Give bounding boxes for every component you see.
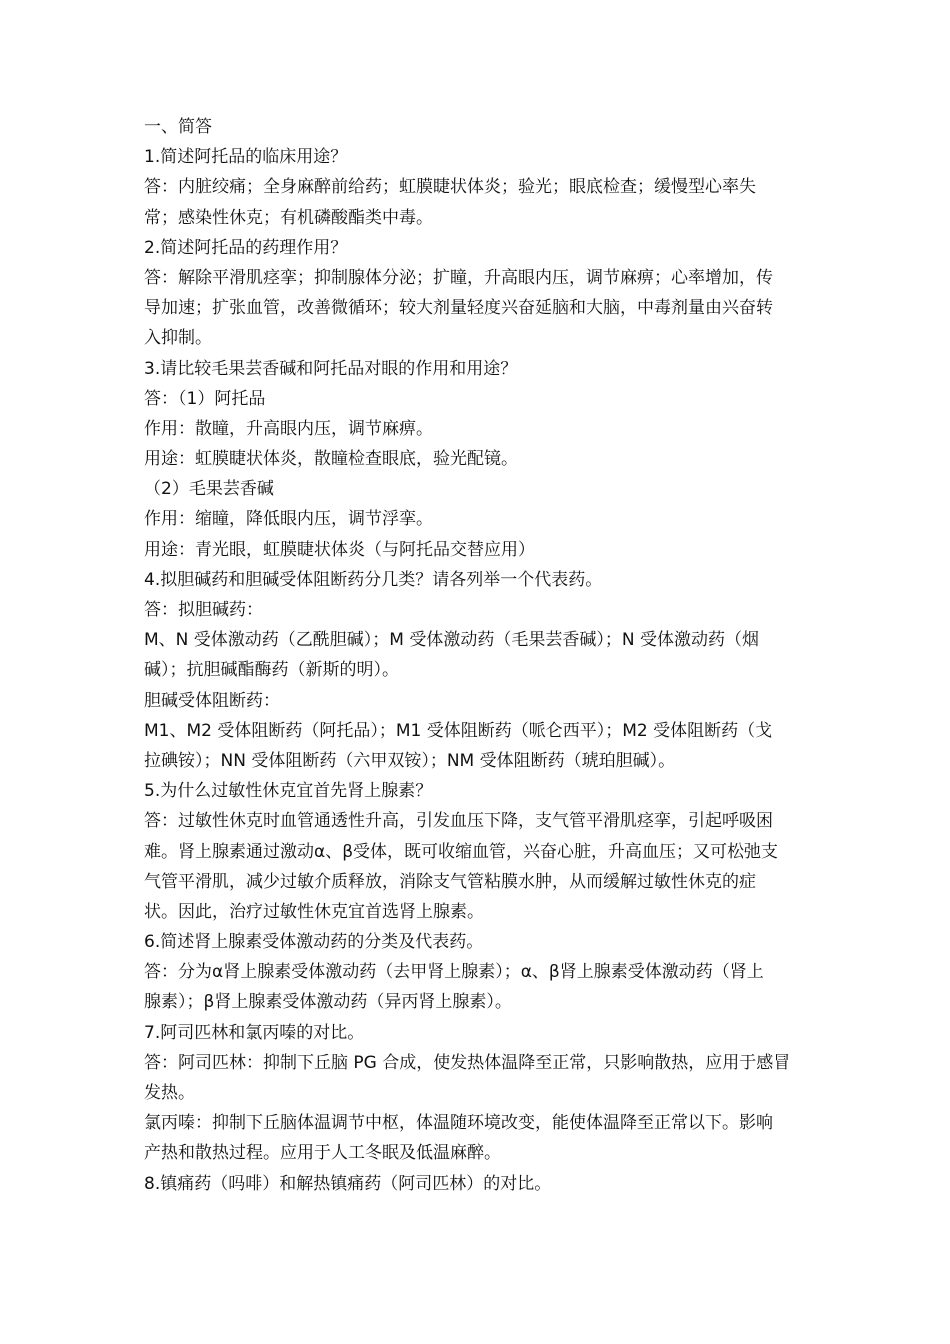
answer-line: 难。肾上腺素通过激动α、β受体，既可收缩血管，兴奋心脏，升高血压；又可松弛支 [144, 841, 779, 862]
answer-line: 胆碱受体阻断药： [144, 690, 280, 711]
answer-line: 答：过敏性休克时血管通透性升高，引发血压下降，支气管平滑肌痉挛，引起呼吸困 [144, 811, 773, 832]
section-heading: 一、简答 [144, 117, 212, 137]
answer-line: M1、M2 受体阻断药（阿托品）；M1 受体阻断药（哌仑西平）；M2 受体阻断药（戈 [144, 720, 773, 741]
answer-line: 答：解除平滑肌痉挛；抑制腺体分泌；扩瞳，升高眼内压，调节麻痹；心率增加，传 [144, 267, 773, 288]
answer-line: 作用：散瞳，升高眼内压，调节麻痹。 [144, 418, 433, 439]
answer-line: 答：内脏绞痛；全身麻醉前给药；虹膜睫状体炎；验光；眼底检查；缓慢型心率失 [144, 177, 756, 198]
answer-line: 常；感染性休克；有机磷酸酯类中毒。 [144, 207, 433, 228]
document-body [144, 112, 810, 1199]
answer-line: 产热和散热过程。应用于人工冬眠及低温麻醉。 [144, 1143, 501, 1164]
question-3: 3.请比较毛果芸香碱和阿托品对眼的作用和用途？ [144, 358, 518, 379]
question-8: 8.镇痛药（吗啡）和解热镇痛药（阿司匹林）的对比。 [144, 1173, 552, 1194]
question-5: 5.为什么过敏性休克宜首先肾上腺素？ [144, 781, 433, 802]
question-7: 7.阿司匹林和氯丙嗪的对比。 [144, 1022, 365, 1043]
answer-line: 腺素）；β肾上腺素受体激动药（异丙肾上腺素）。 [144, 992, 512, 1013]
answer-line: 答：拟胆碱药： [144, 600, 263, 620]
answer-line: 氯丙嗪：抑制下丘脑体温调节中枢，体温随环境改变，能使体温降至正常以下。影响 [144, 1113, 773, 1134]
answer-line: 作用：缩瞳，降低眼内压，调节浮挛。 [144, 509, 433, 530]
answer-line: （2）毛果芸香碱 [144, 479, 274, 500]
question-1: 1.简述阿托品的临床用途？ [144, 147, 348, 168]
question-6: 6.简述肾上腺素受体激动药的分类及代表药。 [144, 932, 484, 953]
answer-line: 答：阿司匹林：抑制下丘脑 PG 合成，使发热体温降至正常，只影响散热，应用于感冒 [144, 1052, 791, 1073]
answer-line: 发热。 [144, 1083, 195, 1103]
answer-line: 用途：青光眼，虹膜睫状体炎（与阿托品交替应用） [144, 539, 535, 560]
answer-line: M、N 受体激动药（乙酰胆碱）；M 受体激动药（毛果芸香碱）；N 受体激动药（烟 [144, 630, 759, 651]
answer-line: 拉碘铵）；NN 受体阻断药（六甲双铵）；NM 受体阻断药（琥珀胆碱）。 [144, 750, 676, 771]
answer-line: 导加速；扩张血管，改善微循环；较大剂量轻度兴奋延脑和大脑，中毒剂量由兴奋转 [144, 298, 773, 319]
answer-line: 入抑制。 [144, 328, 212, 349]
answer-line: 状。因此，治疗过敏性休克宜首选肾上腺素。 [144, 901, 484, 922]
answer-line: 气管平滑肌，减少过敏介质释放，消除支气管粘膜水肿，从而缓解过敏性休克的症 [144, 871, 756, 892]
answer-line: 用途：虹膜睫状体炎，散瞳检查眼底，验光配镜。 [144, 449, 518, 470]
question-4: 4.拟胆碱药和胆碱受体阻断药分几类？请各列举一个代表药。 [144, 569, 603, 590]
answer-line: 答：分为α肾上腺素受体激动药（去甲肾上腺素）；α、β肾上腺素受体激动药（肾上 [144, 962, 764, 983]
answer-line: 答：（1）阿托品 [144, 388, 266, 409]
answer-line: 碱）；抗胆碱酯酶药（新斯的明）。 [144, 660, 399, 681]
question-2: 2.简述阿托品的药理作用？ [144, 237, 348, 258]
